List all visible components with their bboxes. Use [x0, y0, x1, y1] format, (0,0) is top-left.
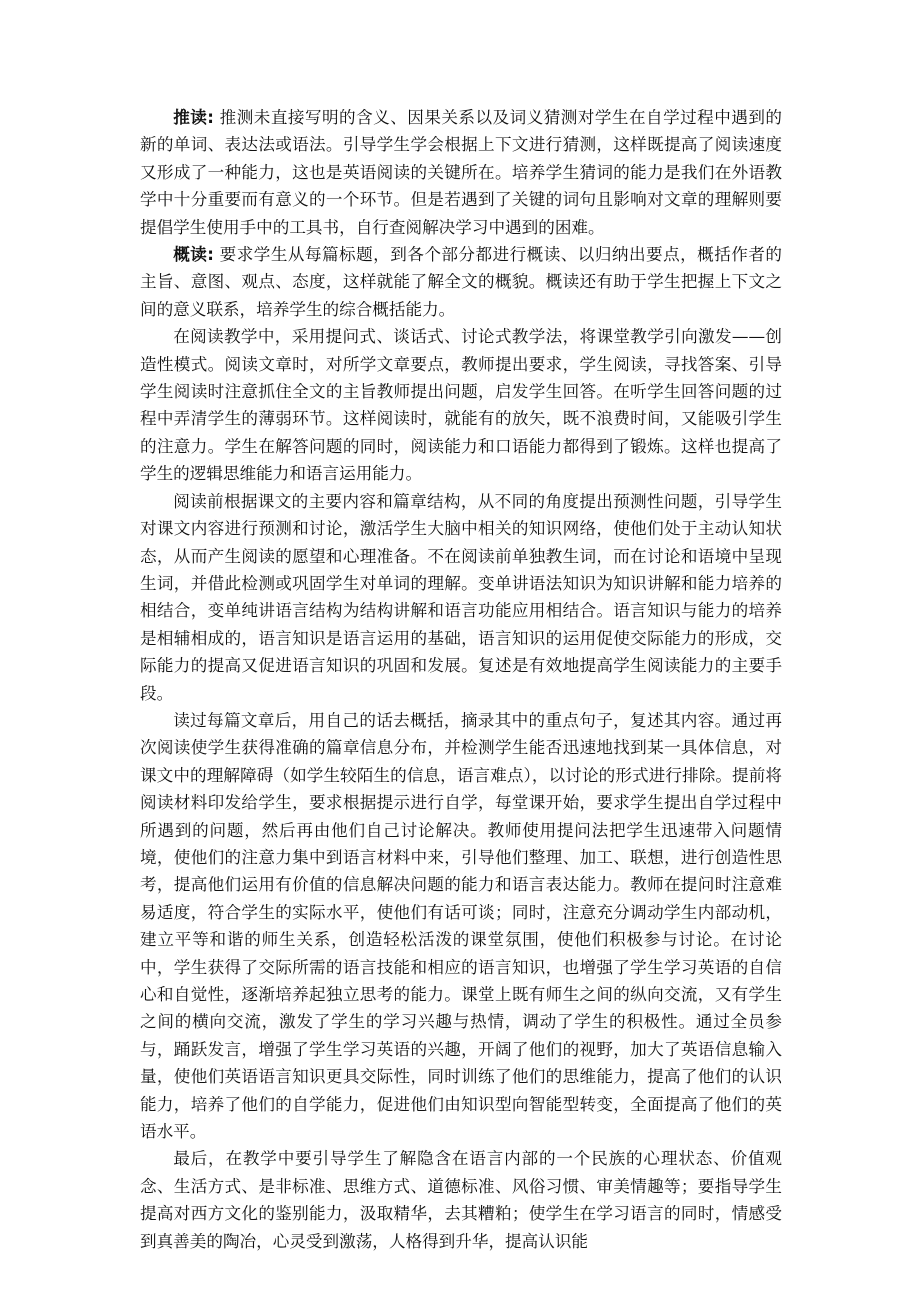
- paragraph-pre-reading: [140, 488, 782, 707]
- paragraph-text: 读过每篇文章后，用自己的话去概括，摘录其中的重点句子，复述其内容。通过再次阅读使学生获得准确的篇章信息分布，并检测学生能否迅速地找到某一具体信息，对课文中的理解障碍（如学生较陌生的信息，语言难点），以讨论的形式进行排除。提前将阅读材料印发给学生，要求根据提示进行自学，每堂课开始，要求学生提出自学过程中所遇到的问题，然后再由他们自己讨论解决。教师使用提问法把学生迅速带入问题情境，使他们的注意力集中到语言材料中来，引导他们整理、加工、联想，进行创造性思考，提高他们运用有价值的信息解决问题的能力和语言表达能力。教师在提问时注意难易适度，符合学生的实际水平，使他们有话可谈；同时，注意充分调动学生内部动机，建立平等和谐的师生关系，创造轻松活泼的课堂氛围，使他们积极参与讨论。在讨论中，学生获得了交际所需的语言技能和相应的语言知识，也增强了学生学习英语的自信心和自觉性，逐渐培养起独立思考的能力。课堂上既有师生之间的纵向交流，又有学生之间的横向交流，激发了学生的学习兴趣与热情，调动了学生的积极性。通过全员参与，踊跃发言，增强了学生学习英语的兴趣，开阔了他们的视野，加大了英语信息输入量，使他们英语语言知识更具交际性，同时训练了他们的思维能力，提高了他们的认识能力，培养了他们的自学能力，促进他们由知识型向智能型转变，全面提高了他们的英语水平。: [140, 710, 782, 1142]
- paragraph-teaching-method: [140, 323, 782, 487]
- document-body: [140, 104, 782, 1255]
- paragraph-inference: [140, 104, 782, 241]
- term-label: 概读:: [173, 245, 214, 265]
- paragraph-text: 推测未直接写明的含义、因果关系以及词义猜测对学生在自学过程中遇到的新的单词、表达法或语法。引导学生学会根据上下文进行猜测，这样既提高了阅读速度又形成了一种能力，这也是英语阅读的关键所在。培养学生猜词的能力是我们在外语教学中十分重要而有意义的一个环节。但是若遇到了关键的词句且影响对文章的理解则要提倡学生使用手中的工具书，自行查阅解决学习中遇到的困难。: [140, 108, 782, 237]
- paragraph-overview: [140, 241, 782, 323]
- paragraph-culture: [140, 1145, 782, 1255]
- paragraph-text: 最后，在教学中要引导学生了解隐含在语言内部的一个民族的心理状态、价值观念、生活方式、是非标准、思维方式、道德标准、风俗习惯、审美情趣等；要指导学生提高对西方文化的鉴别能力，汲取精华，去其糟粕；使学生在学习语言的同时，情感受到真善美的陶冶，心灵受到激荡，人格得到升华，提高认识能: [140, 1149, 782, 1251]
- paragraph-text: 要求学生从每篇标题，到各个部分都进行概读、以归纳出要点，概括作者的主旨、意图、观点、态度，这样就能了解全文的概貌。概读还有助于学生把握上下文之间的意义联系，培养学生的综合概括能力。: [140, 245, 782, 319]
- term-label: 推读:: [173, 108, 214, 127]
- paragraph-text: 阅读前根据课文的主要内容和篇章结构，从不同的角度提出预测性问题，引导学生对课文内容进行预测和讨论，激活学生大脑中相关的知识网络，使他们处于主动认知状态，从而产生阅读的愿望和心理准备。不在阅读前单独教生词，而在讨论和语境中呈现生词，并借此检测或巩固学生对单词的理解。变单讲语法知识为知识讲解和能力培养的相结合，变单纯讲语言结构为结构讲解和语言功能应用相结合。语言知识与能力的培养是相辅相成的，语言知识是语言运用的基础，语言知识的运用促使交际能力的形成，交际能力的提高又促进语言知识的巩固和发展。复述是有效地提高学生阅读能力的主要手段。: [140, 491, 782, 703]
- paragraph-text: 在阅读教学中，采用提问式、谈话式、讨论式教学法，将课堂教学引向激发——创造性模式。阅读文章时，对所学文章要点，教师提出要求，学生阅读，寻找答案、引导学生阅读时注意抓住全文的主旨教师提出问题，启发学生回答。在听学生回答问题的过程中弄清学生的薄弱环节。这样阅读时，就能有的放矢，既不浪费时间，又能吸引学生的注意力。学生在解答问题的同时，阅读能力和口语能力都得到了锻炼。这样也提高了学生的逻辑思维能力和语言运用能力。: [140, 327, 782, 484]
- paragraph-post-reading: [140, 707, 782, 1146]
